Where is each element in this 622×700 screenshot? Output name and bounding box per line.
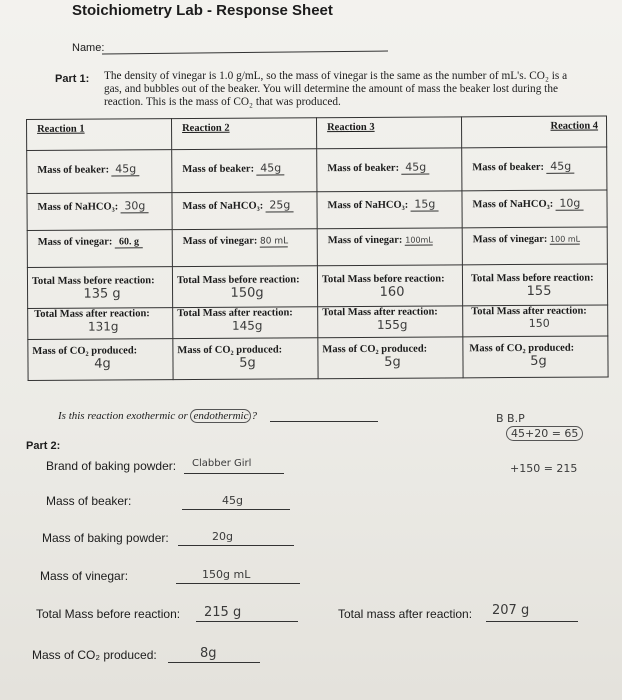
after-label: Total Mass after reaction: xyxy=(471,305,587,318)
brand-line xyxy=(184,473,284,474)
nahco3-label: Mass of NaHCO₃: xyxy=(327,199,409,212)
reaction-2-vinegar-value: 80 mL xyxy=(260,236,289,247)
beaker-label: Mass of beaker: xyxy=(327,162,400,175)
nahco3-label: Mass of NaHCO₃: xyxy=(472,198,554,211)
p2-before-label: Total Mass before reaction: xyxy=(36,607,181,621)
reaction-1-vinegar-value: 60. g xyxy=(115,236,143,248)
before-label: Total Mass before reaction: xyxy=(321,273,445,286)
vinegar-label: Mass of vinegar: xyxy=(472,233,548,246)
reaction-4-nahco3-value: 10g xyxy=(556,197,584,211)
vinegar-label: Mass of vinegar: xyxy=(327,234,403,247)
p2-powder-line xyxy=(178,545,294,546)
reaction-2-after-value: 145g xyxy=(231,318,263,333)
reaction-3-before-value: 160 xyxy=(379,284,405,300)
p2-after-label: Total mass after reaction: xyxy=(338,607,473,621)
co2-label: Mass of CO₂ produced: xyxy=(32,345,138,357)
reaction-4-after-cell xyxy=(463,305,608,337)
reaction-2-before-cell xyxy=(172,266,317,308)
reaction-1-nahco3-value: 30g xyxy=(121,199,149,213)
reaction-4-beaker-cell xyxy=(462,147,607,191)
reaction-2-vinegar-cell xyxy=(172,229,317,267)
reaction-2-nahco3-cell xyxy=(172,192,317,230)
reaction-1-before-value: 135 g xyxy=(83,286,121,302)
after-label: Total Mass after reaction: xyxy=(34,308,150,320)
p2-powder-label: Mass of baking powder: xyxy=(42,531,169,545)
reaction-1-before-cell xyxy=(27,267,172,309)
reaction-2-after-cell xyxy=(173,307,318,339)
after-label: Total Mass after reaction: xyxy=(177,307,293,320)
reaction-4-after-value: 150 xyxy=(528,316,550,330)
after-label: Total Mass after reaction: xyxy=(322,306,438,319)
co2-label: Mass of CO₂ produced: xyxy=(177,344,283,357)
reaction-3-beaker-value: 45g xyxy=(402,161,430,175)
part1-instructions: The density of vinegar is 1.0 g/mL, so the mass of vinegar is the same as the number of mL's. CO₂ is a gas, and bubbles out of the beaker. You will determine the amount of mass the beaker lost during the reaction. This is the mass of CO₂ that was produced. xyxy=(104,70,568,108)
reaction-4-before-value: 155 xyxy=(526,283,552,299)
reaction-4-vinegar-value: 100 mL xyxy=(549,234,581,244)
reaction-3-after-value: 155g xyxy=(376,317,408,332)
part2-label: Part 2: xyxy=(26,440,61,452)
reaction-2-beaker-cell xyxy=(172,149,317,193)
reaction-2-nahco3-value: 25g xyxy=(266,198,294,212)
reaction-2-co2-value: 5g xyxy=(239,355,256,371)
vinegar-label: Mass of vinegar: xyxy=(182,235,258,248)
circled-answer: endothermic xyxy=(190,409,251,423)
reaction-1-after-cell xyxy=(28,308,173,340)
scribble-line-2: 45+20 = 65 xyxy=(506,426,583,441)
reaction-1-co2-value: 4g xyxy=(94,356,111,372)
vinegar-label: Mass of vinegar: xyxy=(37,236,113,248)
name-label: Name: xyxy=(72,42,105,54)
p2-before-line xyxy=(196,621,298,622)
reaction-1-vinegar-cell xyxy=(27,230,172,268)
reaction-1-beaker-cell xyxy=(27,150,172,194)
beaker-label: Mass of beaker: xyxy=(182,163,255,176)
beaker-label: Mass of beaker: xyxy=(472,161,545,174)
reaction-3-co2-cell xyxy=(318,337,463,379)
question-suffix: ? xyxy=(251,410,257,422)
nahco3-label: Mass of NaHCO₃: xyxy=(182,200,264,213)
before-label: Total Mass before reaction: xyxy=(470,272,594,285)
p2-after-line xyxy=(486,621,578,622)
question-answer-line xyxy=(270,421,378,422)
scribble-line-3: +150 = 215 xyxy=(510,462,578,475)
reaction-3-before-cell xyxy=(317,265,462,307)
nahco3-label: Mass of NaHCO₃: xyxy=(37,201,119,213)
p2-vinegar-label: Mass of vinegar: xyxy=(40,569,129,583)
reaction-1-header: Reaction 1 xyxy=(27,119,172,151)
before-label: Total Mass before reaction: xyxy=(31,275,155,287)
reaction-3-vinegar-cell xyxy=(317,228,462,266)
scribble-line-1: B B.P xyxy=(496,412,525,425)
part1-label: Part 1: xyxy=(55,73,90,85)
p2-before-value: 215 g xyxy=(204,605,242,620)
reaction-3-header: Reaction 3 xyxy=(316,117,461,149)
reaction-4-nahco3-cell xyxy=(462,190,607,228)
p2-co2-line xyxy=(168,662,260,663)
reaction-2-header: Reaction 2 xyxy=(172,118,317,150)
reaction-4-co2-cell xyxy=(463,336,608,378)
reaction-2-beaker-value: 45g xyxy=(257,161,285,175)
reaction-3-after-cell xyxy=(318,306,463,338)
reaction-4-vinegar-cell xyxy=(462,227,607,265)
reaction-1-beaker-value: 45g xyxy=(112,162,140,176)
reaction-4-co2-value: 5g xyxy=(530,353,547,369)
reaction-4-beaker-value: 45g xyxy=(547,160,575,174)
p2-vinegar-line xyxy=(176,583,300,584)
exo-endo-question xyxy=(58,410,257,422)
co2-label: Mass of CO₂ produced: xyxy=(322,343,428,356)
p2-powder-value: 20g xyxy=(212,530,233,543)
page-title: Stoichiometry Lab - Response Sheet xyxy=(72,2,333,19)
question-prefix: Is this reaction exothermic or xyxy=(58,410,191,422)
brand-value: Clabber Girl xyxy=(192,458,252,469)
reaction-1-co2-cell xyxy=(28,339,173,381)
reactions-table xyxy=(26,115,609,381)
reaction-2-before-value: 150g xyxy=(230,285,264,301)
beaker-label: Mass of beaker: xyxy=(37,164,110,176)
co2-label: Mass of CO₂ produced: xyxy=(469,342,575,355)
reaction-4-before-cell xyxy=(462,264,607,306)
brand-label: Brand of baking powder: xyxy=(46,459,177,473)
reaction-3-nahco3-value: 15g xyxy=(411,197,439,211)
p2-co2-value: 8g xyxy=(200,646,217,661)
p2-beaker-label: Mass of beaker: xyxy=(46,494,132,508)
reaction-3-nahco3-cell xyxy=(317,191,462,229)
reaction-1-after-value: 131g xyxy=(87,319,119,334)
p2-vinegar-value: 150g mL xyxy=(202,568,251,581)
reaction-3-co2-value: 5g xyxy=(384,354,401,370)
name-line xyxy=(102,51,388,55)
reaction-1-nahco3-cell xyxy=(27,193,172,231)
reaction-2-co2-cell xyxy=(173,338,318,380)
reaction-3-beaker-cell xyxy=(317,148,462,192)
before-label: Total Mass before reaction: xyxy=(176,274,300,287)
p2-beaker-value: 45g xyxy=(222,494,243,507)
p2-after-value: 207 g xyxy=(492,603,530,618)
reaction-4-header: Reaction 4 xyxy=(461,116,606,148)
p2-co2-label: Mass of CO₂ produced: xyxy=(32,648,157,662)
p2-beaker-line xyxy=(182,509,290,510)
reaction-3-vinegar-value: 100mL xyxy=(405,235,433,245)
